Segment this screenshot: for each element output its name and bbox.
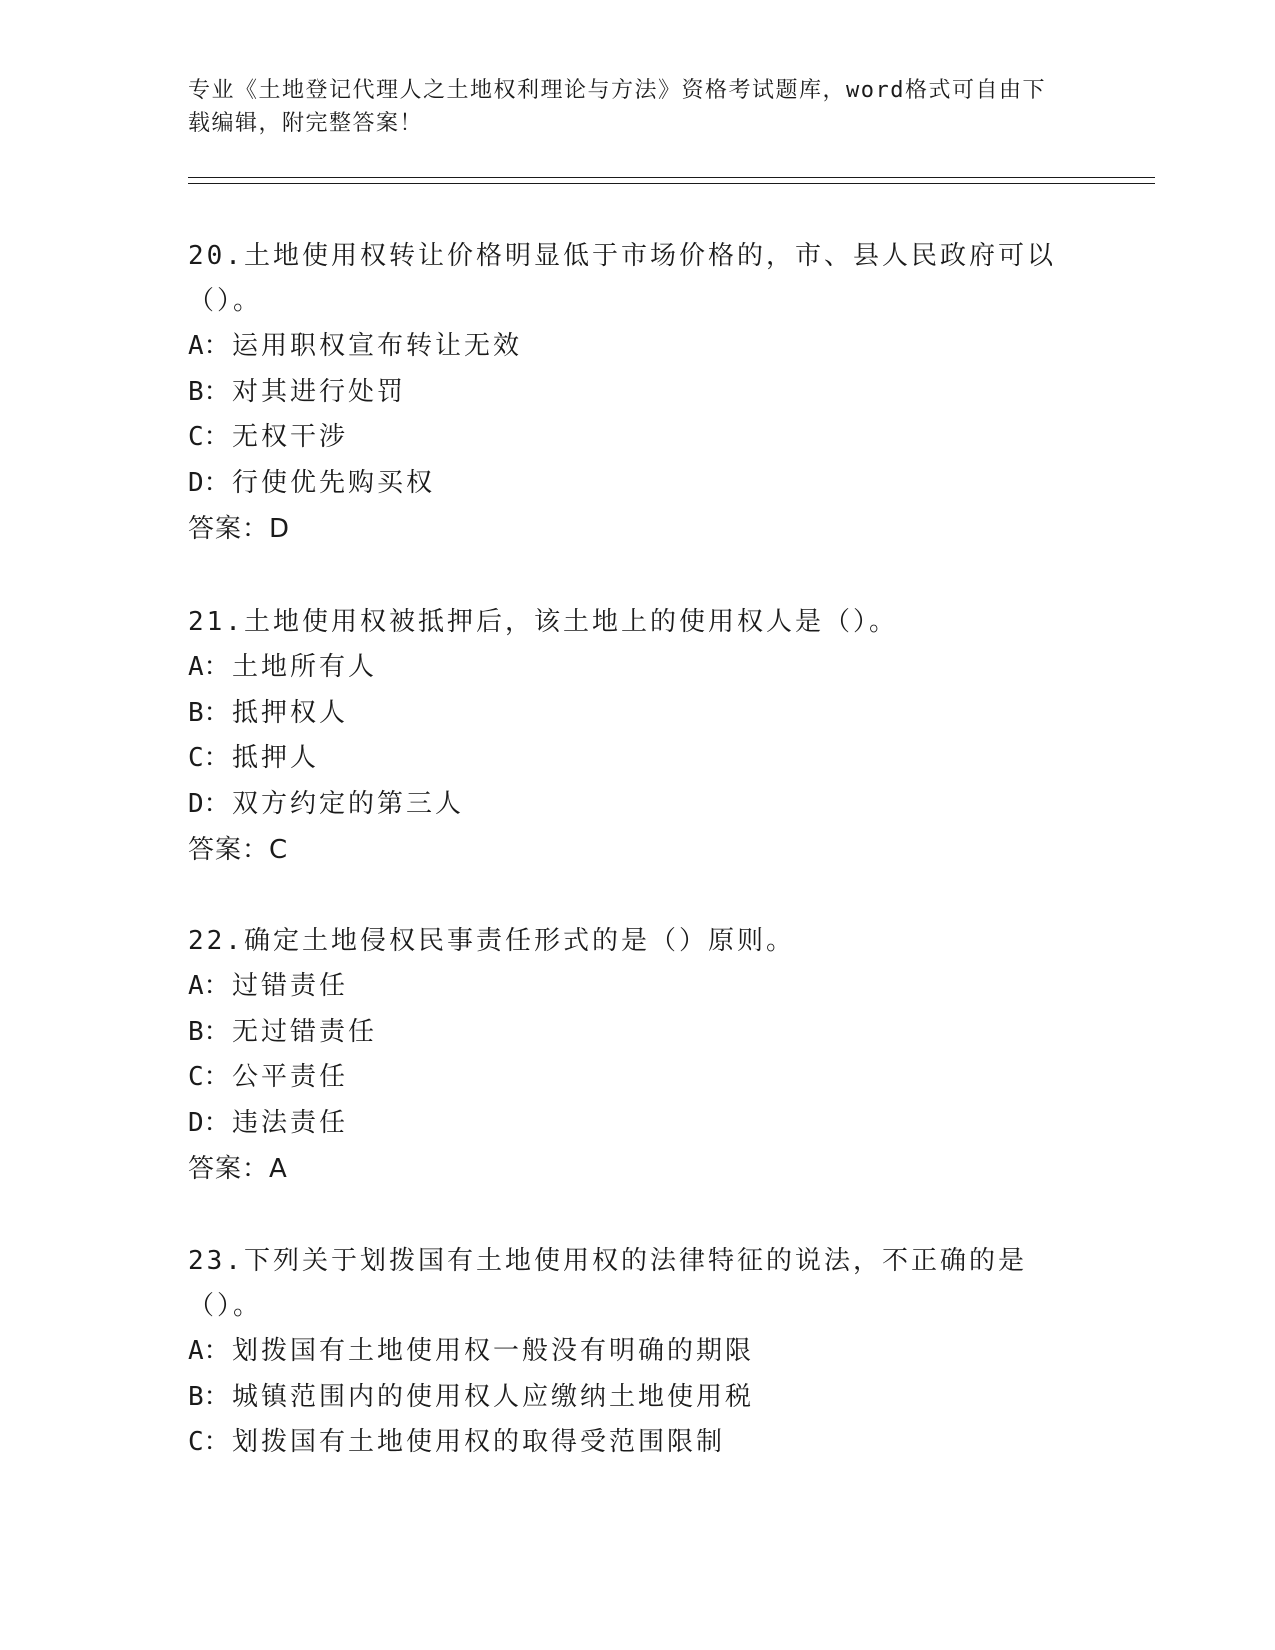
question-stem: 20.土地使用权转让价格明显低于市场价格的，市、县人民政府可以（）。 [188, 241, 1056, 316]
option-c [188, 736, 1068, 782]
option-letter: B： [188, 1016, 230, 1047]
option-text: 过错责任 [232, 971, 349, 1001]
header-divider-top [188, 177, 1155, 178]
question-23 [188, 1239, 1068, 1466]
option-letter: C： [188, 422, 230, 452]
option-d [188, 461, 1068, 507]
option-text: 抵押人 [232, 743, 320, 773]
answer-line: 答案：A [188, 1154, 288, 1184]
question-stem: 21.土地使用权被抵押后，该土地上的使用权人是（）。 [188, 607, 898, 637]
option-text: 划拨国有土地使用权一般没有明确的期限 [232, 1336, 755, 1366]
option-letter: B： [188, 697, 230, 728]
option-text: 违法责任 [232, 1107, 349, 1138]
question-20 [188, 234, 1068, 552]
option-letter: A： [188, 331, 230, 361]
option-b [188, 370, 1068, 416]
option-c [188, 1055, 1068, 1101]
option-a [188, 1329, 1068, 1375]
option-letter: C： [188, 743, 230, 773]
option-b [188, 691, 1068, 737]
option-letter: A： [188, 1336, 230, 1366]
option-text: 城镇范围内的使用权人应缴纳土地使用税 [232, 1381, 755, 1412]
question-22 [188, 919, 1068, 1192]
answer-line: 答案：C [188, 835, 289, 865]
option-text: 运用职权宣布转让无效 [232, 331, 523, 361]
option-text: 抵押权人 [232, 697, 349, 728]
option-text: 对其进行处罚 [232, 376, 407, 407]
question-stem: 23.下列关于划拨国有土地使用权的法律特征的说法，不正确的是（）。 [188, 1246, 1027, 1321]
option-text: 划拨国有土地使用权的取得受范围限制 [232, 1427, 726, 1457]
option-text: 公平责任 [232, 1062, 349, 1092]
option-text: 土地所有人 [232, 652, 378, 682]
option-letter: D： [188, 467, 230, 498]
option-text: 无权干涉 [232, 422, 349, 452]
option-d [188, 1101, 1068, 1147]
option-text: 行使优先购买权 [232, 467, 436, 498]
option-letter: A： [188, 971, 230, 1001]
option-letter: A： [188, 652, 230, 682]
option-b [188, 1010, 1068, 1056]
document-header: 专业《土地登记代理人之土地权利理论与方法》资格考试题库，word格式可自由下载编辑，附完整答案！ [188, 78, 1046, 136]
option-letter: C： [188, 1062, 230, 1092]
option-b [188, 1375, 1068, 1421]
option-letter: D： [188, 788, 230, 819]
answer-line: 答案：D [188, 514, 291, 544]
option-c [188, 415, 1068, 461]
header-divider-bottom [188, 183, 1155, 184]
question-21 [188, 600, 1068, 873]
option-a [188, 645, 1068, 691]
option-a [188, 324, 1068, 370]
option-text: 双方约定的第三人 [232, 788, 465, 819]
question-stem: 22.确定土地侵权民事责任形式的是（）原则。 [188, 926, 795, 956]
option-letter: B： [188, 376, 230, 407]
option-letter: C： [188, 1427, 230, 1457]
option-d [188, 782, 1068, 828]
option-letter: B： [188, 1381, 230, 1412]
option-letter: D： [188, 1107, 230, 1138]
option-a [188, 964, 1068, 1010]
option-text: 无过错责任 [232, 1016, 378, 1047]
option-c [188, 1420, 1068, 1466]
